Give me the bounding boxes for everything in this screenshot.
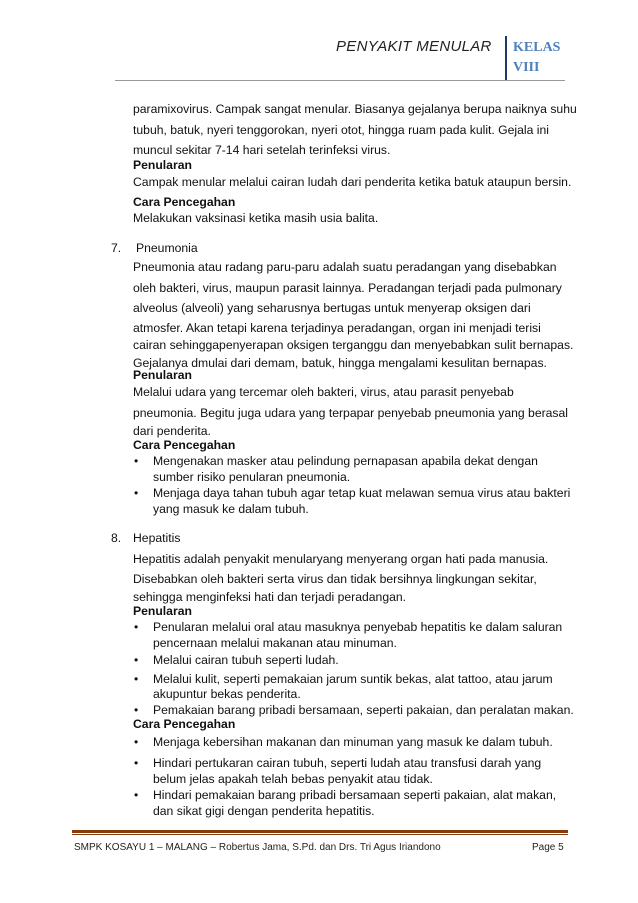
paragraph-line: Campak menular melalui cairan ludah dari penderita ketika batuk ataupun bersin. (133, 175, 572, 189)
header-divider (505, 36, 507, 80)
paragraph-line: Melalui udara yang tercemar oleh bakteri, virus, atau parasit penyebab (133, 385, 514, 399)
paragraph-line: Pneumonia atau radang paru-paru adalah suatu peradangan yang disebabkan (133, 260, 557, 274)
list-item: dan sikat gigi dengan penderita hepatitis. (153, 804, 375, 818)
bullet-icon: • (134, 672, 139, 686)
paragraph-line: paramixovirus. Campak sangat menular. Biasanya gejalanya berupa naiknya suhu (133, 102, 577, 116)
paragraph-line: tubuh, batuk, nyeri tenggorokan, nyeri otot, hingga ruam pada kulit. Gejala ini (133, 123, 549, 137)
bullet-icon: • (134, 703, 139, 717)
paragraph-line: Hepatitis adalah penyakit menularyang menyerang organ hati pada manusia. (133, 552, 549, 566)
section-title: Pneumonia (136, 241, 198, 255)
header-kelas (513, 38, 560, 78)
list-item: sumber risiko penularan pneumonia. (153, 470, 351, 484)
paragraph-line: muncul sekitar 7-14 hari setelah terinfeksi virus. (133, 143, 391, 157)
page-number: Page 5 (532, 842, 564, 853)
list-item: belum jelas apakah telah bebas penyakit atau tidak. (153, 772, 433, 786)
paragraph-line: pneumonia. Begitu juga udara yang terpapar penyebab pneumonia yang berasal (133, 406, 569, 420)
list-item: Melalui cairan tubuh seperti ludah. (153, 653, 339, 667)
paragraph-line: dari penderita. (133, 424, 211, 438)
section-title: Hepatitis (133, 531, 181, 545)
header-kelas-label: KELAS (513, 40, 561, 55)
paragraph-line: Gejalanya dmulai dari demam, batuk, hingga mengalami kesulitan bernapas. (133, 356, 547, 370)
header-rule (115, 80, 565, 81)
list-item: Melalui kulit, seperti pemakaian jarum suntik bekas, alat tattoo, atau jarum (153, 672, 553, 686)
bullet-icon: • (134, 486, 139, 500)
subheading-pencegahan: Cara Pencegahan (133, 438, 236, 452)
list-item: pencernaan melalui makanan atau minuman. (153, 636, 397, 650)
paragraph-line: atmosfer. Akan tetapi karena terjadinya peradangan, organ ini menjadi terisi (133, 321, 541, 335)
bullet-icon: • (134, 735, 139, 749)
list-item: yang masuk ke dalam tubuh. (153, 502, 309, 516)
paragraph-line: cairan sehinggapenyerapan oksigen terganggu dan menyebabkan sulit bernapas. (133, 338, 574, 352)
list-item: Hindari pemakaian barang pribadi bersamaan seperti pakaian, alat makan, (153, 788, 557, 802)
list-item: Mengenakan masker atau pelindung pernapasan apabila dekat dengan (153, 454, 538, 468)
footer-rule-thin (72, 834, 568, 835)
list-item: Penularan melalui oral atau masuknya penyebab hepatitis ke dalam saluran (153, 620, 563, 634)
footer-credit: SMPK KOSAYU 1 – MALANG – Robertus Jama, S.Pd. dan Drs. Tri Agus Iriandono (74, 842, 441, 853)
paragraph-line: Melakukan vaksinasi ketika masih usia balita. (133, 211, 379, 225)
bullet-icon: • (134, 620, 139, 634)
paragraph-line: alveolus (alveoli) yang seharusnya bertugas untuk menyerap oksigen dari (133, 301, 531, 315)
paragraph-line: Disebabkan oleh bakteri serta virus dan tidak bersihnya lingkungan sekitar, (133, 572, 537, 586)
section-number: 7. (111, 241, 122, 255)
subheading-pencegahan: Cara Pencegahan (133, 195, 236, 209)
footer-rule-thick (72, 830, 568, 833)
subheading-penularan: Penularan (133, 368, 192, 382)
bullet-icon: • (134, 756, 139, 770)
header-kelas-grade: VIII (513, 60, 540, 75)
subheading-penularan: Penularan (133, 158, 192, 172)
section-number: 8. (111, 531, 122, 545)
list-item: Hindari pertukaran cairan tubuh, seperti ludah atau transfusi darah yang (153, 756, 542, 770)
list-item: Menjaga kebersihan makanan dan minuman yang masuk ke dalam tubuh. (153, 735, 553, 749)
bullet-icon: • (134, 653, 139, 667)
subheading-penularan: Penularan (133, 604, 192, 618)
paragraph-line: sehingga menginfeksi hati dan terjadi peradangan. (133, 590, 407, 604)
list-item: Pemakaian barang pribadi bersamaan, seperti pakaian, dan peralatan makan. (153, 703, 574, 717)
bullet-icon: • (134, 454, 139, 468)
list-item: Menjaga daya tahan tubuh agar tetap kuat melawan semua virus atau bakteri (153, 486, 571, 500)
list-item: akupuntur bekas penderita. (153, 687, 301, 701)
subheading-pencegahan: Cara Pencegahan (133, 717, 236, 731)
header-title: PENYAKIT MENULAR (336, 38, 492, 55)
bullet-icon: • (134, 788, 139, 802)
paragraph-line: oleh bakteri, virus, maupun parasit lainnya. Peradangan terjadi pada pulmonary (133, 281, 562, 295)
